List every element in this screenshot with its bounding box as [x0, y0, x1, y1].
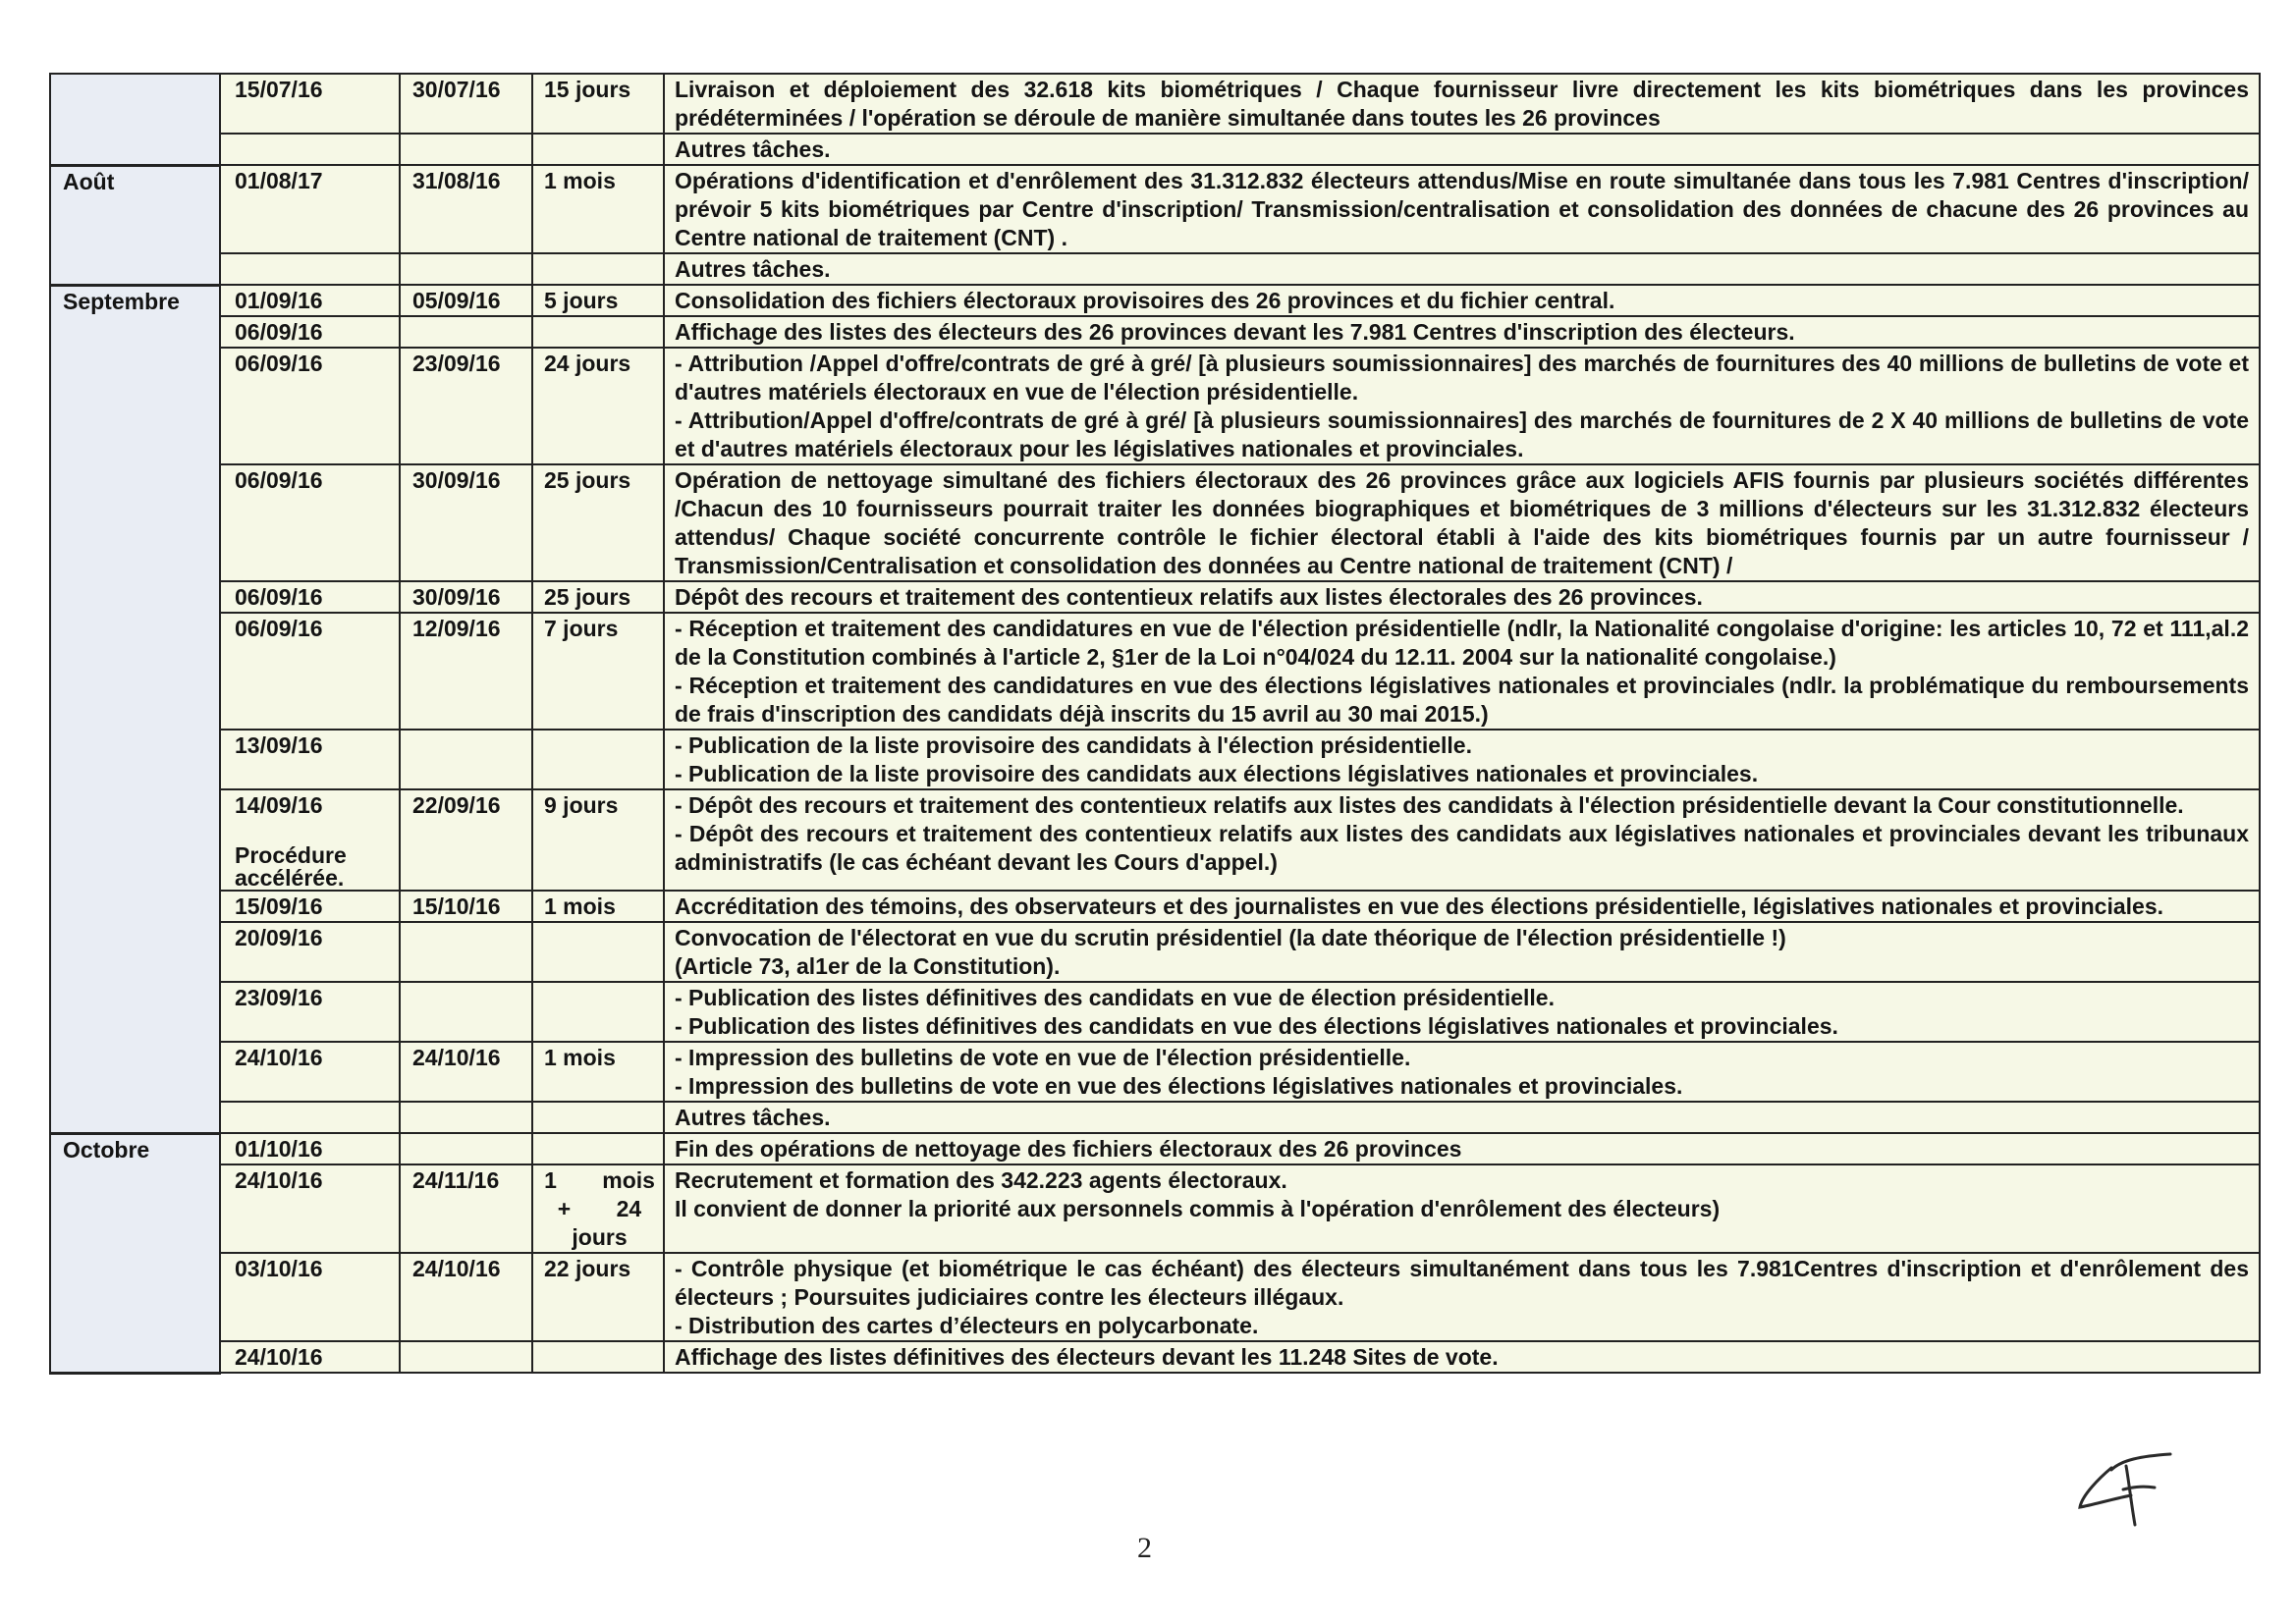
- task-description: [664, 74, 2260, 134]
- schedule-row: [50, 1164, 2260, 1253]
- start-date: 06/09/16: [235, 319, 323, 345]
- schedule-row: [50, 464, 2260, 581]
- task-line: Autres tâches.: [675, 1105, 831, 1130]
- end-date: 24/11/16: [400, 1164, 532, 1253]
- task-line: Recrutement et formation des 342.223 agents électoraux.: [675, 1167, 1287, 1193]
- task-description: [664, 285, 2260, 316]
- start-date-cell: [220, 253, 400, 285]
- task-line: Affichage des listes des électeurs des 26 provinces devant les 7.981 Centres d'inscription des électeurs.: [675, 319, 1795, 345]
- end-date: 30/09/16: [400, 464, 532, 581]
- task-description: [664, 1253, 2260, 1341]
- task-line: - Réception et traitement des candidatures en vue des élections législatives nationales et provinciales (ndlr. la problématique du remboursements de frais d'inscription des candidats déjà inscrits du 15 avril au 30 mai 2015.): [675, 673, 2249, 727]
- task-line: Autres tâches.: [675, 256, 831, 282]
- task-line: - Publication de la liste provisoire des candidats à l'élection présidentielle.: [675, 732, 1472, 758]
- task-description: [664, 1164, 2260, 1253]
- start-date-cell: [220, 1133, 400, 1164]
- end-date: 30/09/16: [400, 581, 532, 613]
- start-date: 01/08/17: [235, 168, 323, 193]
- start-date-cell: [220, 464, 400, 581]
- schedule-row: [50, 1133, 2260, 1164]
- start-date: 15/09/16: [235, 893, 323, 919]
- task-description: [664, 922, 2260, 982]
- schedule-row: [50, 1253, 2260, 1341]
- start-date-cell: [220, 982, 400, 1042]
- start-date: 06/09/16: [235, 351, 323, 376]
- start-date-cell: [220, 1253, 400, 1341]
- task-description: [664, 982, 2260, 1042]
- start-date: 06/09/16: [235, 616, 323, 641]
- duration: 24 jours: [532, 348, 664, 464]
- start-date-cell: [220, 165, 400, 253]
- start-date: 06/09/16: [235, 467, 323, 493]
- task-line: - Dépôt des recours et traitement des contentieux relatifs aux listes des candidats à l'élection présidentielle devant la Cour constitutionnelle.: [675, 792, 2184, 818]
- end-date: [400, 1102, 532, 1133]
- task-line: - Publication de la liste provisoire des candidats aux élections législatives nationales et provinciales.: [675, 761, 1759, 786]
- schedule-table: [49, 73, 2261, 1375]
- start-date: 24/10/16: [235, 1344, 323, 1370]
- schedule-row: [50, 316, 2260, 348]
- task-description: [664, 891, 2260, 922]
- start-date-cell: [220, 891, 400, 922]
- end-date: [400, 253, 532, 285]
- schedule-row: [50, 922, 2260, 982]
- duration: [532, 134, 664, 165]
- start-date-cell: [220, 134, 400, 165]
- schedule-body: [50, 74, 2260, 1373]
- task-line: Livraison et déploiement des 32.618 kits biométriques / Chaque fournisseur livre directement les kits biométriques dans les provinces prédéterminées / l'opération se déroule de manière simultanée dans toutes les 26 provinces: [675, 77, 2249, 131]
- task-description: [664, 789, 2260, 891]
- start-date: 06/09/16: [235, 584, 323, 610]
- procedure-note: Procédure accélérée.: [235, 842, 347, 891]
- duration: 1 mois: [532, 1042, 664, 1102]
- task-line: Affichage des listes définitives des électeurs devant les 11.248 Sites de vote.: [675, 1344, 1499, 1370]
- start-date-cell: [220, 613, 400, 730]
- task-description: [664, 613, 2260, 730]
- duration: 15 jours: [532, 74, 664, 134]
- month-label: Août: [50, 165, 220, 285]
- start-date: 15/07/16: [235, 77, 323, 102]
- task-line: Opération de nettoyage simultané des fichiers électoraux des 26 provinces grâce aux logiciels AFIS fournis par plusieurs sociétés différentes /Chacun des 10 fournisseurs pourrait traiter les données biographiques et biométriques de 3 millions d'électeurs sur les 31.312.832 électeurs attendus/ Chaque société concurrente contrôle le fichier électoral établi à l'aide des kits biométriques fournis par un autre fournisseur / Transmission/Centralisation et consolidation des données au Centre national de traitement (CNT) /: [675, 467, 2249, 578]
- task-line: - Publication des listes définitives des candidats en vue de élection présidentielle.: [675, 985, 1555, 1010]
- end-date: [400, 730, 532, 789]
- duration: 7 jours: [532, 613, 664, 730]
- duration: 9 jours: [532, 789, 664, 891]
- schedule-row: [50, 165, 2260, 253]
- schedule-row: [50, 348, 2260, 464]
- schedule-row: [50, 581, 2260, 613]
- task-line: - Dépôt des recours et traitement des contentieux relatifs aux listes des candidats aux législatives nationales et provinciales devant les tribunaux administratifs (le cas échéant devant les Cours d'appel.): [675, 821, 2249, 875]
- end-date: [400, 1341, 532, 1373]
- end-date: 31/08/16: [400, 165, 532, 253]
- task-line: Opérations d'identification et d'enrôlement des 31.312.832 électeurs attendus/Mise en route simultanée dans tous les 7.981 Centres d'inscription/ prévoir 5 kits biométriques par Centre d'inscription/ Transmission/centralisation et consolidation des données de chacune des 26 provinces au Centre national de traitement (CNT) .: [675, 168, 2249, 250]
- start-date-cell: [220, 581, 400, 613]
- duration: [532, 316, 664, 348]
- end-date: [400, 982, 532, 1042]
- duration: 1 mois: [532, 165, 664, 253]
- start-date: 03/10/16: [235, 1256, 323, 1281]
- task-description: [664, 581, 2260, 613]
- duration: 5 jours: [532, 285, 664, 316]
- schedule-row: [50, 134, 2260, 165]
- schedule-row: [50, 982, 2260, 1042]
- task-line: Dépôt des recours et traitement des contentieux relatifs aux listes électorales des 26 provinces.: [675, 584, 1703, 610]
- task-description: [664, 1042, 2260, 1102]
- task-description: [664, 253, 2260, 285]
- task-description: [664, 464, 2260, 581]
- start-date-cell: [220, 1102, 400, 1133]
- duration: 1 mois + 24 jours: [532, 1164, 664, 1253]
- task-description: [664, 1133, 2260, 1164]
- start-date: 23/09/16: [235, 985, 323, 1010]
- handwritten-signature-icon: [2072, 1448, 2180, 1537]
- schedule-row: [50, 891, 2260, 922]
- end-date: 24/10/16: [400, 1253, 532, 1341]
- month-label: Septembre: [50, 285, 220, 1133]
- start-date: 01/09/16: [235, 288, 323, 313]
- duration: [532, 1102, 664, 1133]
- task-line: - Impression des bulletins de vote en vue de l'élection présidentielle.: [675, 1045, 1411, 1070]
- task-description: [664, 316, 2260, 348]
- task-line: Accréditation des témoins, des observateurs et des journalistes en vue des élections présidentielle, législatives nationales et provinciales.: [675, 893, 2164, 919]
- task-line: - Attribution /Appel d'offre/contrats de gré à gré/ [à plusieurs soumissionnaires] des marchés de fournitures des 40 millions de bulletins de vote et d'autres matériels électoraux en vue de l'élection présidentielle.: [675, 351, 2249, 405]
- task-line: Consolidation des fichiers électoraux provisoires des 26 provinces et du fichier central.: [675, 288, 1615, 313]
- start-date-cell: [220, 316, 400, 348]
- task-line: - Distribution des cartes d’électeurs en polycarbonate.: [675, 1313, 1259, 1338]
- task-description: [664, 165, 2260, 253]
- schedule-row: [50, 285, 2260, 316]
- duration: [532, 1341, 664, 1373]
- start-date-cell: [220, 1164, 400, 1253]
- start-date: 14/09/16: [235, 792, 323, 818]
- duration: 25 jours: [532, 464, 664, 581]
- end-date: [400, 316, 532, 348]
- start-date: 24/10/16: [235, 1045, 323, 1070]
- task-description: [664, 1102, 2260, 1133]
- end-date: 12/09/16: [400, 613, 532, 730]
- start-date: 20/09/16: [235, 925, 323, 950]
- duration: [532, 253, 664, 285]
- end-date: 05/09/16: [400, 285, 532, 316]
- duration: [532, 922, 664, 982]
- duration: 25 jours: [532, 581, 664, 613]
- start-date: 01/10/16: [235, 1136, 323, 1162]
- schedule-row: [50, 789, 2260, 891]
- schedule-row: [50, 253, 2260, 285]
- duration: 1 mois: [532, 891, 664, 922]
- month-label: [50, 74, 220, 165]
- start-date: 13/09/16: [235, 732, 323, 758]
- task-line: Il convient de donner la priorité aux personnels commis à l'opération d'enrôlement des électeurs): [675, 1196, 1721, 1221]
- start-date-cell: [220, 74, 400, 134]
- task-description: [664, 348, 2260, 464]
- start-date-cell: [220, 1341, 400, 1373]
- schedule-row: [50, 730, 2260, 789]
- end-date: [400, 1133, 532, 1164]
- schedule-row: [50, 613, 2260, 730]
- end-date: 22/09/16: [400, 789, 532, 891]
- end-date: 30/07/16: [400, 74, 532, 134]
- end-date: [400, 922, 532, 982]
- task-line: - Publication des listes définitives des candidats en vue des élections législatives nationales et provinciales.: [675, 1013, 1838, 1039]
- task-line: Fin des opérations de nettoyage des fichiers électoraux des 26 provinces: [675, 1136, 1462, 1162]
- start-date: 24/10/16: [235, 1167, 323, 1193]
- end-date: 15/10/16: [400, 891, 532, 922]
- duration: [532, 730, 664, 789]
- start-date-cell: [220, 1042, 400, 1102]
- start-date-cell: [220, 789, 400, 891]
- task-line: Convocation de l'électorat en vue du scrutin présidentiel (la date théorique de l'élection présidentielle !): [675, 925, 1786, 950]
- task-description: [664, 1341, 2260, 1373]
- task-description: [664, 134, 2260, 165]
- task-line: - Attribution/Appel d'offre/contrats de gré à gré/ [à plusieurs soumissionnaires] des marchés de fournitures de 2 X 40 millions de bulletins de vote et d'autres matériels électoraux pour les législatives nationales et provinciales.: [675, 407, 2249, 461]
- schedule-row: [50, 74, 2260, 134]
- schedule-row: [50, 1042, 2260, 1102]
- task-line: - Impression des bulletins de vote en vue des élections législatives nationales et provinciales.: [675, 1073, 1683, 1099]
- task-line: - Contrôle physique (et biométrique le cas échéant) des électeurs simultanément dans tous les 7.981Centres d'inscription et d'enrôlement des électeurs ; Poursuites judiciaires contre les électeurs illégaux.: [675, 1256, 2249, 1310]
- duration: [532, 1133, 664, 1164]
- task-line: - Réception et traitement des candidatures en vue de l'élection présidentielle (ndlr, la Nationalité congolaise d'origine: les articles 10, 72 et 111,al.2 de la Constitution combinés à l'article 2, §1er de la Loi n°04/024 du 12.11. 2004 sur la nationalité congolaise.): [675, 616, 2249, 670]
- duration: 22 jours: [532, 1253, 664, 1341]
- end-date: 24/10/16: [400, 1042, 532, 1102]
- page-number: 2: [1137, 1532, 1152, 1564]
- start-date-cell: [220, 348, 400, 464]
- start-date-cell: [220, 285, 400, 316]
- task-line: (Article 73, al1er de la Constitution).: [675, 953, 1061, 979]
- end-date: [400, 134, 532, 165]
- schedule-row: [50, 1341, 2260, 1373]
- task-description: [664, 730, 2260, 789]
- month-label: Octobre: [50, 1133, 220, 1373]
- start-date-cell: [220, 922, 400, 982]
- end-date: 23/09/16: [400, 348, 532, 464]
- start-date-cell: [220, 730, 400, 789]
- duration: [532, 982, 664, 1042]
- task-line: Autres tâches.: [675, 136, 831, 162]
- schedule-row: [50, 1102, 2260, 1133]
